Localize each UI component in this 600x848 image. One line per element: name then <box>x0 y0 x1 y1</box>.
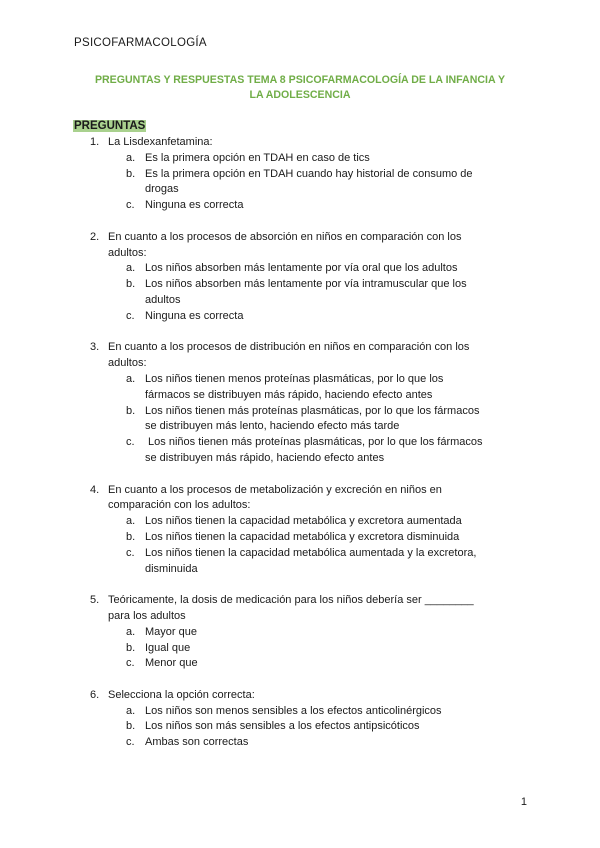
option-text: Ambas son correctas <box>145 736 249 749</box>
answer-option <box>108 372 518 404</box>
answer-option <box>108 656 518 672</box>
option-letter: b. <box>126 720 136 733</box>
question-number: 5. <box>90 594 100 607</box>
question-text: adultos: <box>108 246 147 259</box>
question-text: En cuanto a los procesos de absorción en niños en comparación con los <box>108 230 462 243</box>
section-label: PREGUNTAS <box>74 120 146 132</box>
answer-option <box>108 641 518 657</box>
option-text: Los niños tienen la capacidad metabólica aumentada y la excretora, <box>145 546 477 559</box>
option-letter: c. <box>126 546 135 559</box>
answer-option <box>108 625 518 641</box>
question-text: En cuanto a los procesos de metabolización y excreción en niños en <box>108 483 442 496</box>
question-number: 4. <box>90 483 100 496</box>
option-text: Los niños absorben más lentamente por vía intramuscular que los <box>145 278 467 291</box>
option-text: Los niños tienen más proteínas plasmáticas, por lo que los fármacos <box>145 404 480 417</box>
answer-options <box>108 372 518 467</box>
option-letter: a. <box>126 515 136 528</box>
question-item <box>0 135 518 214</box>
option-text: Los niños son más sensibles a los efectos antipsicóticos <box>145 720 420 733</box>
option-letter: c. <box>126 199 135 212</box>
option-letter: a. <box>126 704 136 717</box>
answer-option <box>108 151 518 167</box>
question-text: comparación con los adultos: <box>108 499 251 512</box>
option-letter: c. <box>126 436 135 449</box>
option-text: Los niños tienen menos proteínas plasmáticas, por lo que los <box>145 372 444 385</box>
option-letter: c. <box>126 657 135 670</box>
option-letter: c. <box>126 309 135 322</box>
question-number: 1. <box>90 136 100 148</box>
option-text: Igual que <box>145 641 191 654</box>
question-item <box>0 593 518 672</box>
question-item <box>0 340 518 466</box>
option-text: Los niños son menos sensibles a los efectos anticolinérgicos <box>145 704 442 717</box>
answer-option <box>108 704 518 720</box>
answer-option <box>108 546 518 578</box>
page-header: PSICOFARMACOLOGÍA <box>74 37 207 49</box>
answer-option <box>108 719 518 735</box>
answer-option <box>108 404 518 436</box>
option-letter: a. <box>126 625 136 638</box>
option-letter: b. <box>126 530 136 543</box>
question-text: para los adultos <box>108 609 186 622</box>
option-text: Es la primera opción en TDAH en caso de tics <box>145 151 370 164</box>
page-number: 1 <box>520 796 527 808</box>
question-item <box>0 230 518 325</box>
question-list <box>0 135 600 767</box>
option-letter: b. <box>126 641 136 654</box>
option-text: Ninguna es correcta <box>145 199 244 212</box>
answer-options <box>108 261 518 324</box>
question-number: 6. <box>90 688 100 701</box>
option-letter: a. <box>126 262 136 275</box>
option-letter: a. <box>126 151 136 164</box>
question-text: Teóricamente, la dosis de medicación para los niños debería ser ________ <box>108 594 474 607</box>
answer-option <box>108 435 518 467</box>
answer-options <box>108 625 518 672</box>
option-letter: c. <box>126 736 135 749</box>
option-text: Los niños tienen la capacidad metabólica y excretora aumentada <box>145 515 462 528</box>
option-text: drogas <box>145 183 179 196</box>
option-letter: b. <box>126 167 136 180</box>
question-number: 3. <box>90 341 100 354</box>
option-text: Mayor que <box>145 625 197 638</box>
question-text: adultos: <box>108 357 147 370</box>
option-text: se distribuyen más lento, haciendo efecto más tarde <box>145 420 400 433</box>
answer-option <box>108 261 518 277</box>
question-text: En cuanto a los procesos de distribución en niños en comparación con los <box>108 341 470 354</box>
option-letter: b. <box>126 404 136 417</box>
question-item <box>0 688 518 751</box>
answer-options <box>108 514 518 577</box>
section-heading <box>73 120 146 132</box>
option-text: fármacos se distribuyen más rápido, haciendo efecto antes <box>145 388 433 401</box>
answer-option <box>108 514 518 530</box>
question-text: Selecciona la opción correcta: <box>108 688 255 701</box>
option-letter: b. <box>126 278 136 291</box>
answer-option <box>108 198 518 214</box>
answer-option <box>108 309 518 325</box>
answer-option <box>108 735 518 751</box>
option-text: Menor que <box>145 657 198 670</box>
option-text: Los niños tienen más proteínas plasmáticas, por lo que los fármacos <box>145 436 483 449</box>
option-text: Los niños absorben más lentamente por vía oral que los adultos <box>145 262 458 275</box>
answer-option <box>108 277 518 309</box>
option-text: se distribuyen más rápido, haciendo efecto antes <box>145 451 385 464</box>
document-title <box>70 73 530 103</box>
option-text: Es la primera opción en TDAH cuando hay historial de consumo de <box>145 167 473 180</box>
title-line: PREGUNTAS Y RESPUESTAS TEMA 8 PSICOFARMACOLOGÍA DE LA INFANCIA Y <box>94 74 506 86</box>
question-number: 2. <box>90 230 100 243</box>
answer-options <box>108 151 518 214</box>
option-text: Los niños tienen la capacidad metabólica y excretora disminuida <box>145 530 460 543</box>
option-letter: a. <box>126 372 136 385</box>
question-text: La Lisdexanfetamina: <box>108 136 213 148</box>
answer-options <box>108 704 518 751</box>
option-text: disminuida <box>145 562 198 575</box>
option-text: adultos <box>145 293 181 306</box>
answer-option <box>108 530 518 546</box>
option-text: Ninguna es correcta <box>145 309 244 322</box>
answer-option <box>108 167 518 199</box>
title-line: LA ADOLESCENCIA <box>249 89 351 101</box>
question-item <box>0 483 518 578</box>
